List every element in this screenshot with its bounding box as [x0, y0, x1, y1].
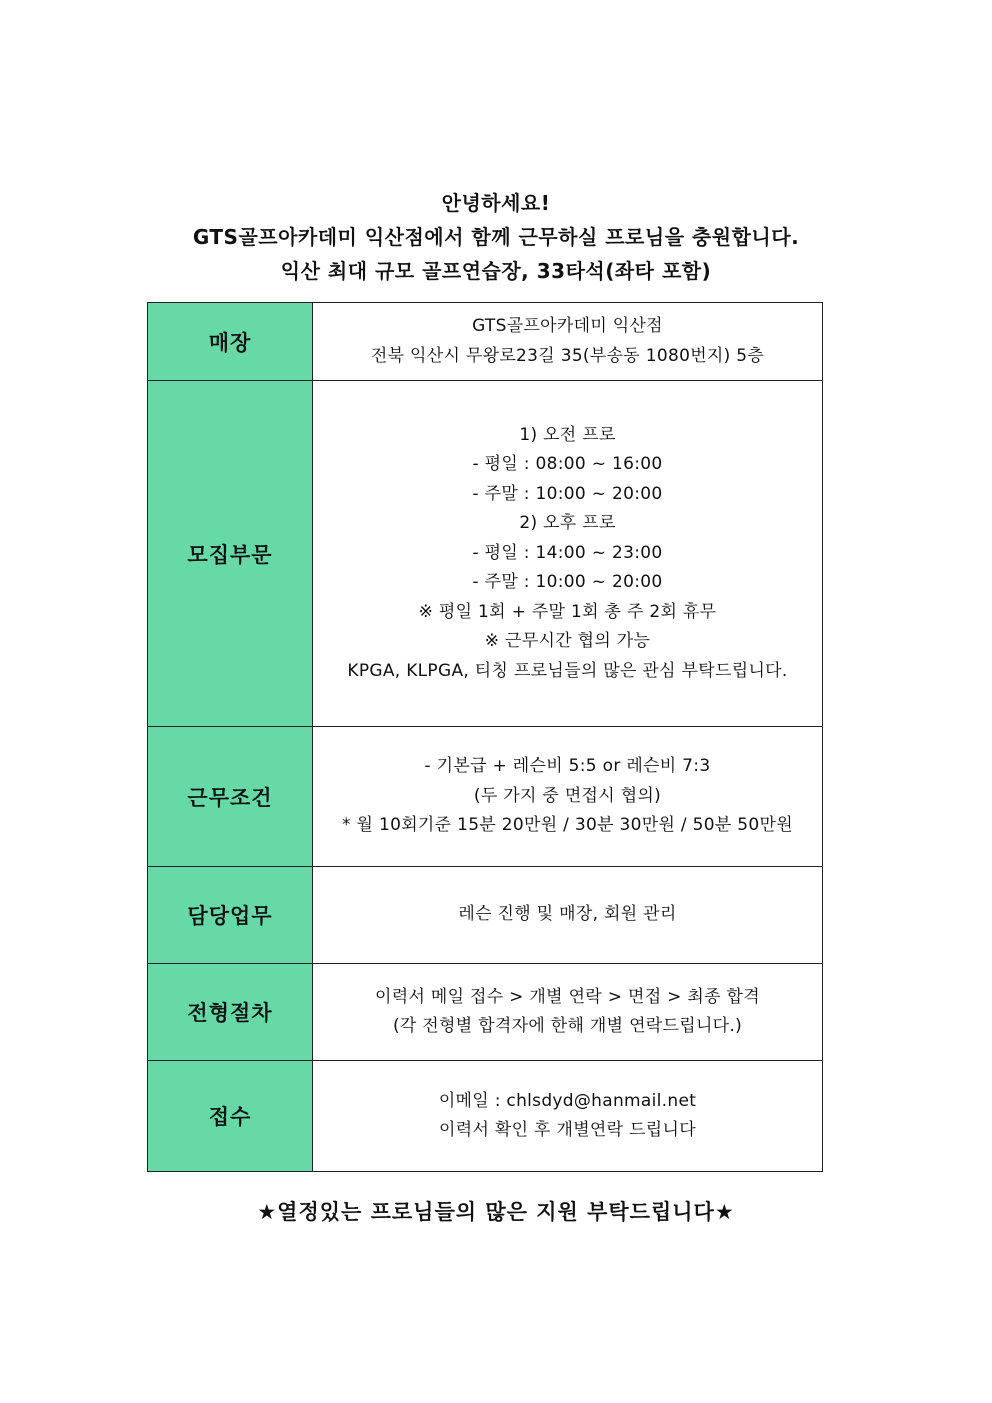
store-name: GTS골프아카데미 익산점	[472, 316, 663, 336]
table-row-process	[148, 964, 823, 1061]
position-morning-title: 1) 오전 프로	[519, 424, 616, 445]
duties-text: 레슨 진행 및 매장, 회원 관리	[458, 904, 677, 925]
position-afternoon-weekday: - 평일 : 14:00 ~ 23:00	[472, 542, 663, 563]
table-row-conditions	[148, 727, 823, 867]
row-label-positions: 모집부문	[148, 381, 313, 727]
pay-negotiation-note: (두 가지 중 면접시 협의)	[473, 785, 662, 806]
row-label-conditions: 근무조건	[148, 727, 313, 867]
row-label-process: 전형절차	[148, 964, 313, 1061]
recruitment-headline: GTS골프아카데미 익산점에서 함께 근무하실 프로님을 충원합니다.	[192, 225, 800, 249]
position-morning-weekend: - 주말 : 10:00 ~ 20:00	[472, 483, 663, 504]
store-address: 전북 익산시 무왕로23길 35(부송동 1080번지) 5층	[370, 345, 765, 366]
application-followup: 이력서 확인 후 개별연락 드립니다	[439, 1120, 696, 1140]
facility-description: 익산 최대 규모 골프연습장, 33타석(좌타 포함)	[280, 259, 712, 283]
table-row-store	[148, 303, 823, 381]
table-row-duties	[148, 867, 823, 964]
position-afternoon-weekend: - 주말 : 10:00 ~ 20:00	[472, 572, 663, 593]
row-content-positions	[313, 381, 823, 727]
row-label-duties: 담당업무	[148, 867, 313, 964]
row-content-store	[313, 303, 823, 381]
days-off-note: ※ 평일 1회 + 주말 1회 총 주 2회 휴무	[418, 601, 717, 622]
lesson-rates: * 월 10회기준 15분 20만원 / 30분 30만원 / 50분 50만원	[342, 815, 793, 836]
hours-negotiable-note: ※ 근무시간 협의 가능	[484, 631, 651, 652]
application-email: 이메일 : chlsdyd@hanmail.net	[438, 1090, 697, 1111]
announcement-header	[0, 186, 992, 288]
table-row-application	[148, 1061, 823, 1172]
table-row-positions	[148, 381, 823, 727]
row-content-application	[313, 1061, 823, 1172]
pay-structure: - 기본급 + 레슨비 5:5 or 레슨비 7:3	[424, 756, 711, 777]
row-content-conditions	[313, 727, 823, 867]
process-steps: 이력서 메일 접수 > 개별 연락 > 면접 > 최종 합격	[375, 986, 760, 1007]
row-content-process	[313, 964, 823, 1061]
recruitment-info-table	[147, 302, 823, 1172]
row-label-store: 매장	[148, 303, 313, 381]
position-morning-weekday: - 평일 : 08:00 ~ 16:00	[472, 454, 663, 475]
applicant-invitation: KPGA, KLPGA, 티칭 프로님들의 많은 관심 부탁드립니다.	[347, 660, 788, 681]
row-content-duties	[313, 867, 823, 964]
process-note: (각 전형별 합격자에 한해 개별 연락드립니다.)	[392, 1016, 743, 1036]
row-label-application: 접수	[148, 1061, 313, 1172]
position-afternoon-title: 2) 오후 프로	[519, 513, 616, 534]
greeting-line: 안녕하세요!	[441, 191, 551, 215]
closing-message: ★열정있는 프로님들의 많은 지원 부탁드립니다★	[257, 1200, 735, 1224]
